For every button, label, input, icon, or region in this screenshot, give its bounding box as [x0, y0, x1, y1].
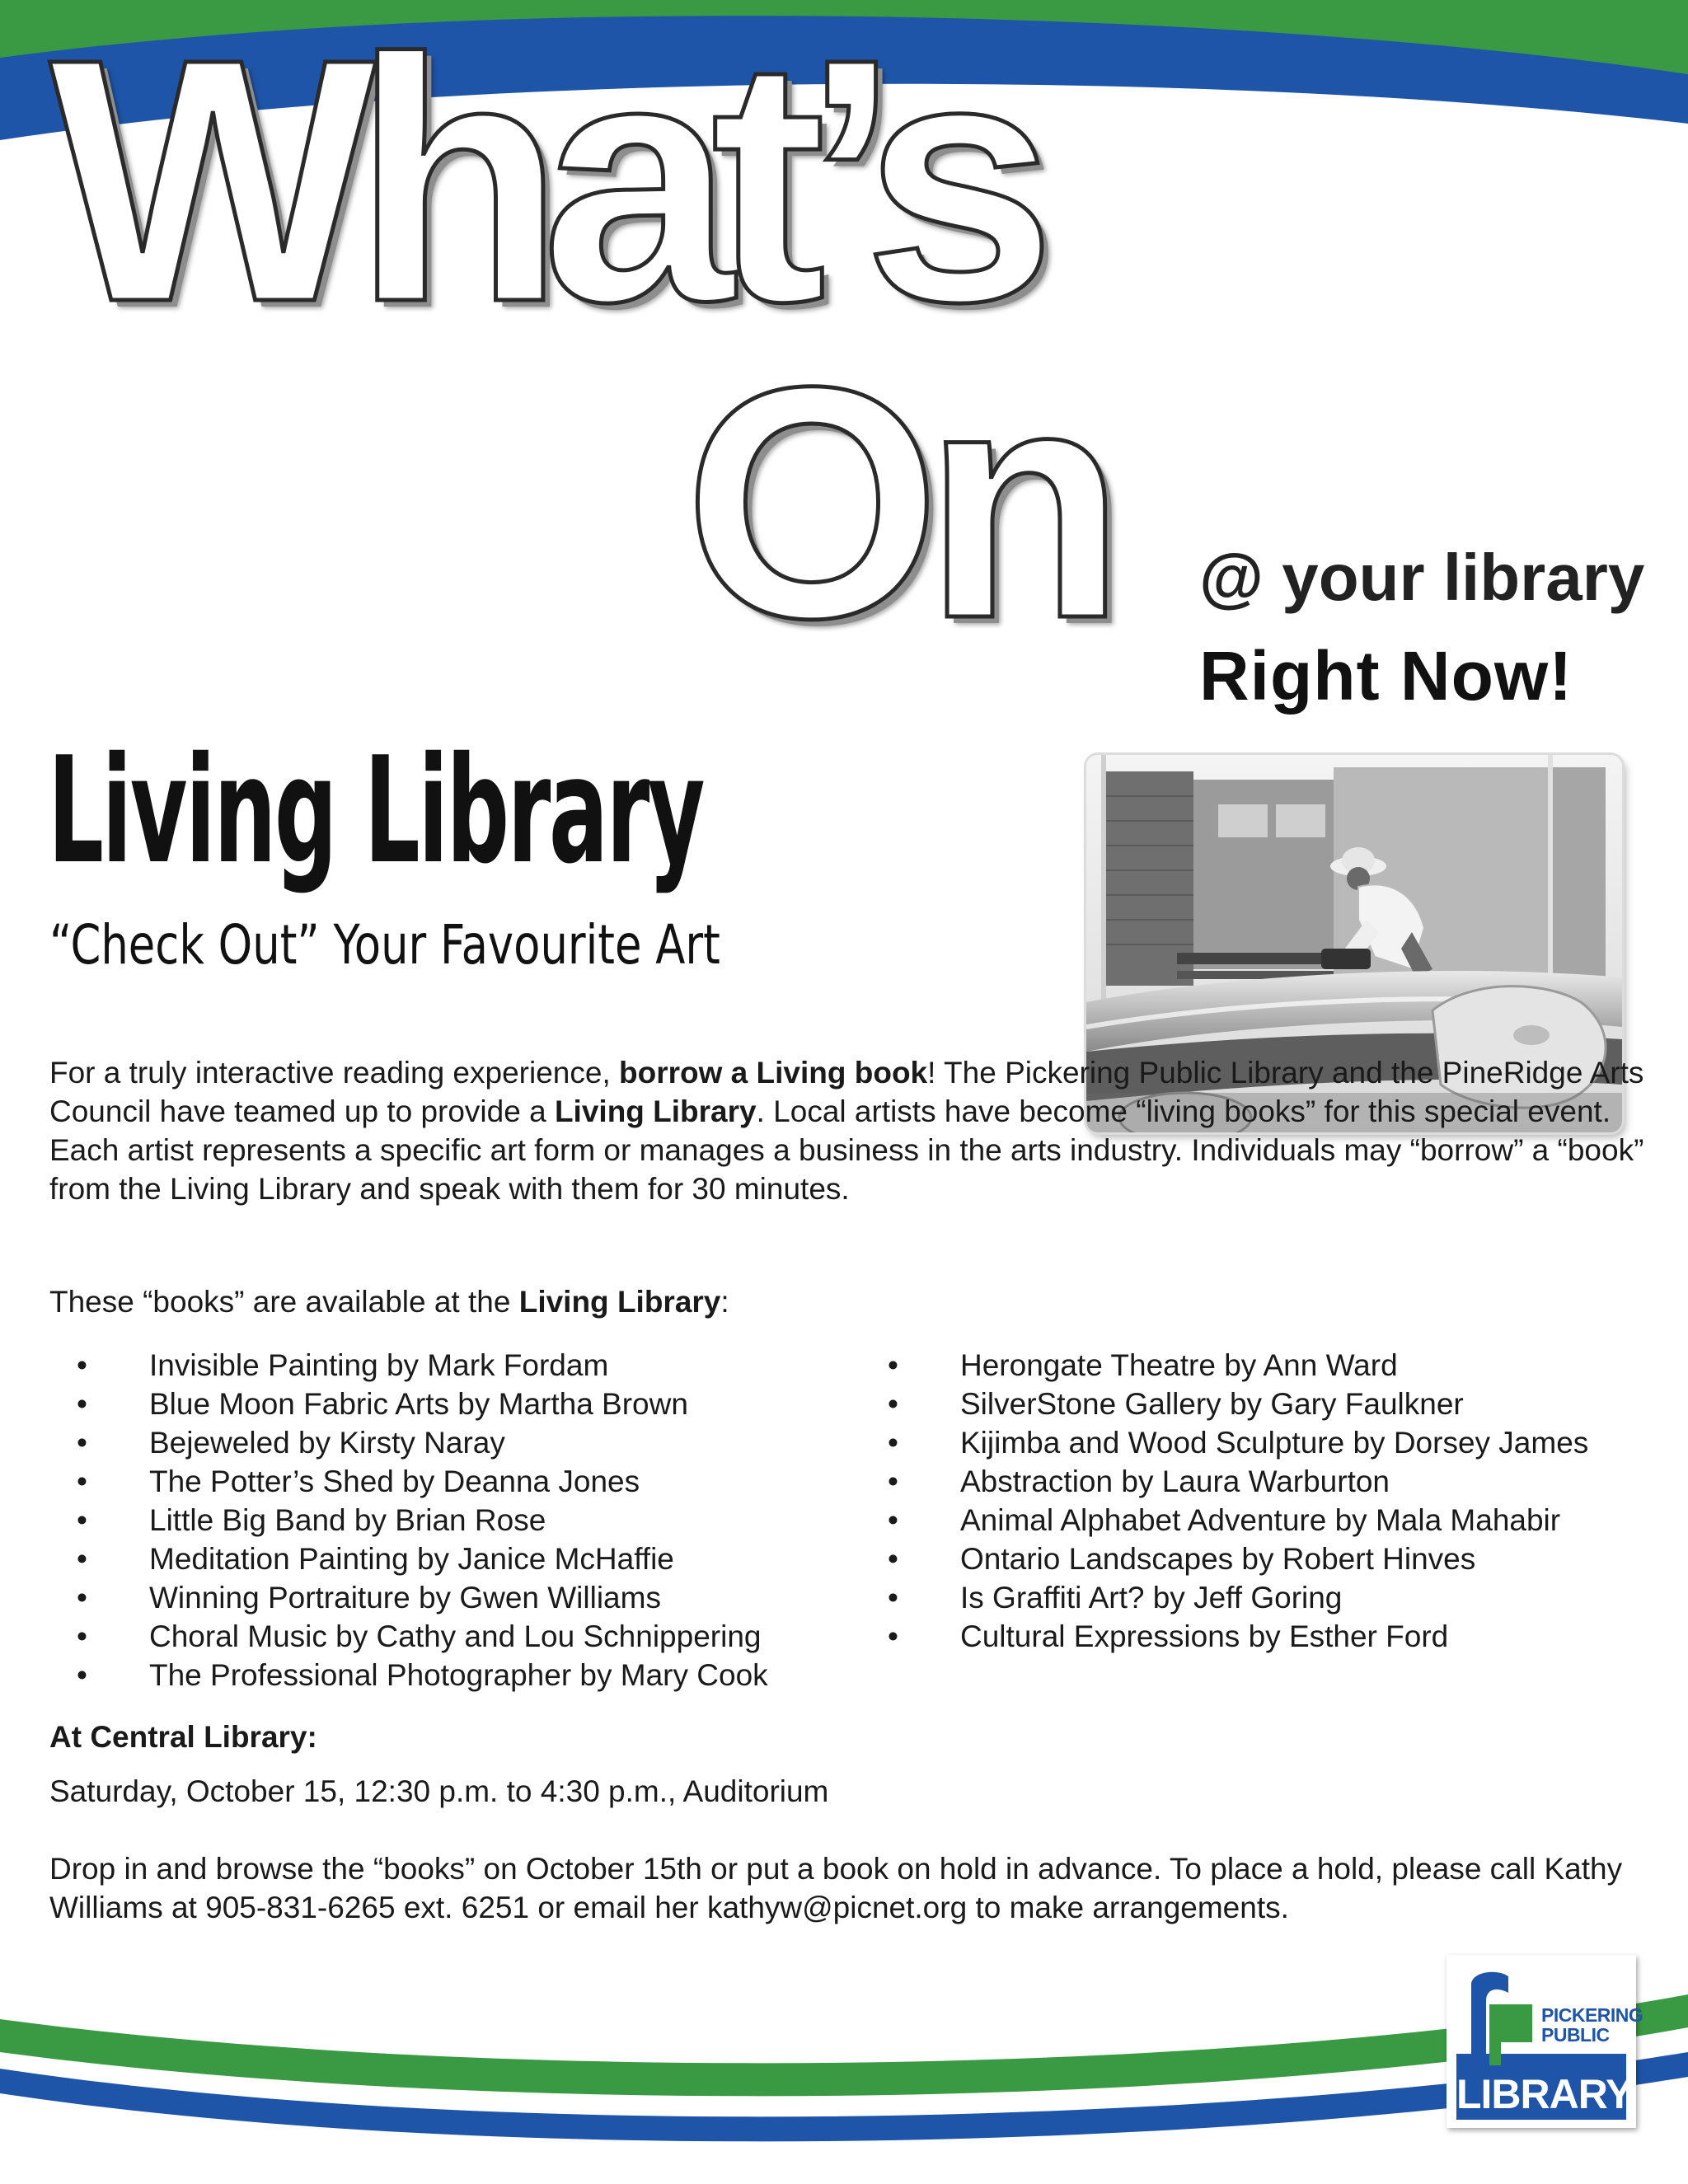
intro-bold-living-library: Living Library [554, 1094, 757, 1128]
event-title: Living Library [48, 725, 704, 896]
books-list-left [49, 1346, 768, 1694]
logo-text-pickering: PICKERING [1541, 2004, 1643, 2026]
location-heading: At Central Library: [49, 1720, 317, 1754]
available-tail: : [720, 1285, 729, 1319]
books-available-heading [49, 1282, 729, 1321]
book-list-item: • Kijimba and Wood Sculpture by Dorsey James [860, 1423, 1588, 1462]
headline-whats: What’s [49, 0, 1034, 374]
book-list-item: • Winning Portraiture by Gwen Williams [49, 1578, 768, 1617]
book-list-item: • The Professional Photographer by Mary Cook [49, 1656, 768, 1694]
library-logo [1447, 1955, 1643, 2128]
intro-bold-borrow: borrow a Living book [619, 1056, 928, 1090]
logo-box [1456, 1963, 1643, 2120]
available-lead: These “books” are available at the [49, 1285, 519, 1319]
available-bold: Living Library [518, 1285, 721, 1319]
book-list-item: • Cultural Expressions by Esther Ford [860, 1617, 1588, 1656]
logo-text-library: LIBRARY [1456, 2071, 1633, 2117]
intro-paragraph [49, 1053, 1648, 1208]
logo-mark-icon [1463, 1968, 1539, 2065]
logo-text-public: PUBLIC [1541, 2024, 1610, 2046]
event-subtitle: “Check Out” Your Favourite Art [49, 913, 720, 977]
hold-info: Drop in and browse the “books” on October 15th or put a book on hold in advance. To place a hold, please call Kathy Williams at 905-831-6265 ext. 6251 or email her kathyw@picnet.org to make arrangements. [49, 1852, 1623, 1924]
tagline: @ your library [1199, 541, 1645, 614]
book-list-item: • Meditation Painting by Janice McHaffie [49, 1540, 768, 1578]
book-list-item: • Herongate Theatre by Ann Ward [860, 1346, 1588, 1385]
headline-on: On [684, 318, 1109, 687]
intro-text: ! The Pickering Public Library and the PineRidge Arts Council have teamed up to provide a [49, 1056, 1644, 1128]
right-now-label: Right Now! [1199, 637, 1573, 715]
book-list-item: • The Potter’s Shed by Deanna Jones [49, 1462, 768, 1501]
book-list-item: • Blue Moon Fabric Arts by Martha Brown [49, 1385, 768, 1423]
book-list-item: • Ontario Landscapes by Robert Hinves [860, 1540, 1588, 1578]
book-list-item: • Invisible Painting by Mark Fordam [49, 1346, 768, 1385]
intro-text: . Local artists have become “living books” for this special event. Each artist represents a specific art form or manages a business in the arts industry. Individuals may “borrow” a “book” from the Living Library and speak with them for 30 minutes. [49, 1094, 1644, 1206]
book-list-item: • Abstraction by Laura Warburton [860, 1462, 1588, 1501]
books-list-right [860, 1346, 1588, 1656]
book-list-item: • Choral Music by Cathy and Lou Schnippering [49, 1617, 768, 1656]
book-list-item: • Is Graffiti Art? by Jeff Goring [860, 1578, 1588, 1617]
event-datetime: Saturday, October 15, 12:30 p.m. to 4:30 p.m., Auditorium [49, 1774, 829, 1808]
book-list-item: • Little Big Band by Brian Rose [49, 1501, 768, 1540]
book-list-item: • Bejeweled by Kirsty Naray [49, 1423, 768, 1462]
intro-text: For a truly interactive reading experience, [49, 1056, 620, 1090]
book-list-item: • Animal Alphabet Adventure by Mala Mahabir [860, 1501, 1588, 1540]
book-list-item: • SilverStone Gallery by Gary Faulkner [860, 1385, 1588, 1423]
footer-swoosh [0, 1978, 1688, 2184]
